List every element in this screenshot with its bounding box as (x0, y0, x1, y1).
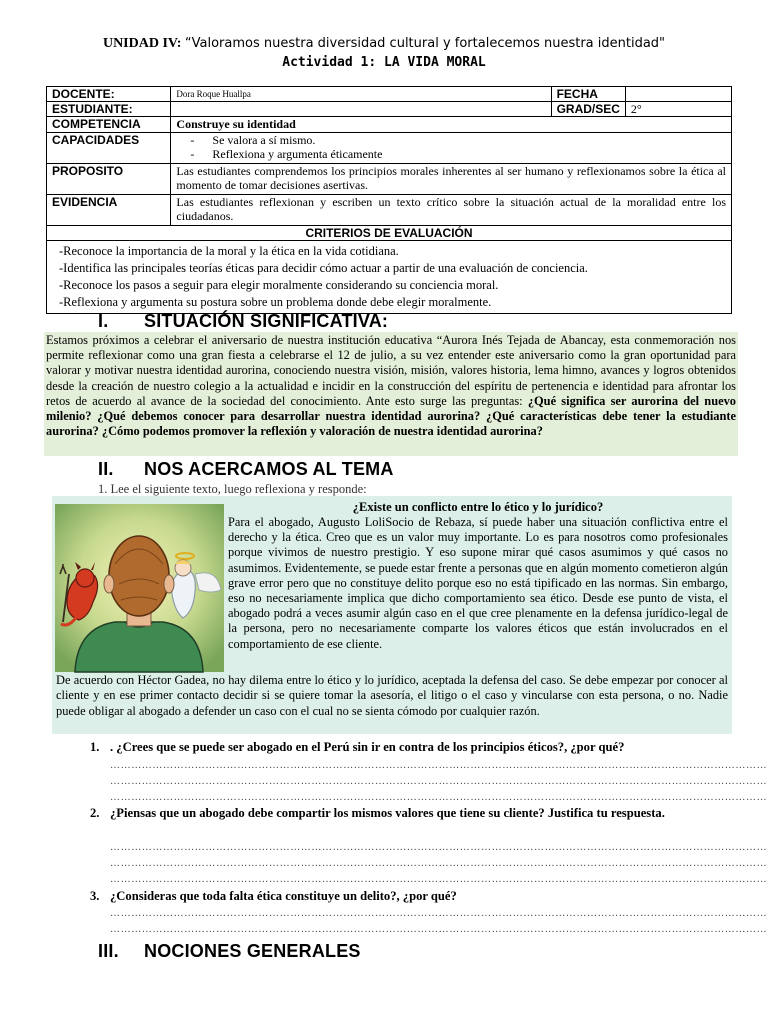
section-title-nociones: III. NOCIONES GENERALES (98, 941, 361, 961)
estudiante-value[interactable] (171, 102, 551, 117)
evidencia-label: EVIDENCIA (47, 195, 171, 226)
criterio-item: -Reconoce los pasos a seguir para elegir moralmente considerando su conciencia moral. (59, 278, 499, 292)
gradsec-value: 2° (625, 102, 731, 117)
answer-line[interactable]: …………………………………………………………………………………………………………………………………………………………………… (110, 908, 768, 919)
reading-instruction: 1. Lee el siguiente texto, luego reflexiona y responde: (98, 482, 367, 496)
competencia-label: COMPETENCIA (47, 117, 171, 133)
fecha-label: FECHA (551, 87, 625, 102)
answer-line[interactable]: …………………………………………………………………………………………………………………………………………………………………… (110, 924, 768, 935)
fecha-value[interactable] (625, 87, 731, 102)
answer-line[interactable]: …………………………………………………………………………………………………………………………………………………………………… (110, 842, 768, 853)
competencia-value: Construye su identidad (171, 117, 732, 133)
criterios-label: CRITERIOS DE EVALUACIÓN (47, 226, 732, 241)
question-1: 1. . ¿Crees que se puede ser abogado en el Perú sin ir en contra de los principios éticos?, ¿por qué? (90, 740, 625, 754)
unit-header (0, 36, 768, 52)
proposito-label: PROPOSITO (47, 164, 171, 195)
criterios-list (47, 241, 732, 314)
answer-line[interactable]: …………………………………………………………………………………………………………………………………………………………………… (110, 792, 768, 803)
reading-title: ¿Existe un conflicto entre lo ético y lo jurídico? (352, 500, 604, 514)
question-2: 2. ¿Piensas que un abogado debe compartir los mismos valores que tiene su cliente? Justifica tu respuesta. (90, 806, 665, 820)
reading-paragraph-2: De acuerdo con Héctor Gadea, no hay dilema entre lo ético y lo jurídico, aceptada la defensa del caso. Se debe empezar por conocer al cliente y en ese primer contacto decidir si se quiere tomar la asesoría, el litigo o el caso y vincularse con esta persona, o no. Nadie puede obligar al abogado a defender un caso con el cual no se sienta cómodo por cualquier razón. (56, 673, 728, 718)
unit-label: UNIDAD IV: (102, 36, 182, 51)
answer-line[interactable]: …………………………………………………………………………………………………………………………………………………………………… (110, 776, 768, 787)
capacidad-item: - Reflexiona y argumenta éticamente (190, 147, 726, 161)
situacion-questions: ¿Qué significa ser aurorina del nuevo milenio? ¿Qué debemos conocer para desarrollar nuestra identidad aurorina? ¿Qué características debe tener la estudiante aurorina? ¿Cómo podemos promover la reflexión y valoración de nuestra identidad aurorina? (46, 393, 736, 439)
unit-theme: “Valoramos nuestra diversidad cultural y fortalecemos nuestra identidad" (184, 36, 666, 51)
activity-title: Actividad 1: LA VIDA MORAL (282, 55, 486, 70)
situacion-text-box (44, 332, 738, 456)
section-title-acercamos: II. NOS ACERCAMOS AL TEMA (98, 459, 394, 479)
reading-paragraph-1: Para el abogado, Augusto LoliSocio de Rebaza, sí puede haber una situación conflictiva entre el derecho y la ética. Creo que es un valor muy importante. Lo es para nosotros como profesionales porque vivimos de nuestro prestigio. Y eso supone mirar qué casos asumimos y qué casos no asumimos. Evidentemente, se puede estar frente a personas que en algún momento cometieron algún grave error pero que no constituye delito porque eso no está tipificado en las normas. Sin embargo, eso no necesariamente implica que dicho comportamiento sea ético. Desde ese punto de vista, el abogado podrá a veces asumir algún caso en el que cree plenamente en la defensa jurídico-legal de la persona, pero no necesariamente comparte los valores éticos que están involucrados en el comportamiento de ese cliente. (228, 515, 728, 651)
reading-box (52, 496, 732, 734)
criterio-item: -Identifica las principales teorías éticas para decidir cómo actuar a partir de una evaluación de conciencia. (59, 261, 588, 275)
proposito-value: Las estudiantes comprendemos los principios morales inherentes al ser humano y reflexionamos sobre la ética al momento de tomar decisiones asertivas. (171, 164, 732, 195)
estudiante-label: ESTUDIANTE: (47, 102, 171, 117)
capacidad-item: - Se valora a sí mismo. (190, 133, 726, 147)
gradsec-label: GRAD/SEC (551, 102, 625, 117)
docente-value: Dora Roque Huallpa (171, 87, 551, 102)
answer-line[interactable]: …………………………………………………………………………………………………………………………………………………………………… (110, 874, 768, 885)
ethics-dilemma-illustration (55, 504, 224, 672)
criterio-item: -Reconoce la importancia de la moral y la ética en la vida cotidiana. (59, 244, 399, 258)
section-title-situacion: I. SITUACIÓN SIGNIFICATIVA: (98, 311, 389, 331)
docente-label: DOCENTE: (47, 87, 171, 102)
info-table (46, 86, 732, 314)
answer-line[interactable]: …………………………………………………………………………………………………………………………………………………………………… (110, 858, 768, 869)
capacidades-label: CAPACIDADES (47, 133, 171, 164)
evidencia-value: Las estudiantes reflexionan y escriben un texto crítico sobre la situación actual de la moralidad entre los ciudadanos. (171, 195, 732, 226)
situacion-paragraph: Estamos próximos a celebrar el aniversario de nuestra institución educativa “Aurora Inés Tejada de Abancay, esta conmemoración nos permite reflexionar como una gran fiesta a celebrarse el 12 de julio, a su vez entender este aniversario como la gran oportunidad para valorar y motivar nuestra identidad aurorina, conociendo nuestra visión, misión, valores historia, lema himno, avances y logros obtenidos desde la creación de nuestro colegio a la actualidad e incidir en la construcción del espíritu de pertenencia e identidad para afrontar los retos de acuerdo al avance de la sociedad del conocimiento. Ante esto surge las preguntas: (46, 333, 736, 408)
answer-line[interactable]: …………………………………………………………………………………………………………………………………………………………………… (110, 760, 768, 771)
capacidades-list (176, 133, 726, 161)
criterio-item: -Reflexiona y argumenta su postura sobre un problema donde debe elegir moralmente. (59, 295, 492, 309)
question-3: 3. ¿Consideras que toda falta ética constituye un delito?, ¿por qué? (90, 889, 457, 903)
